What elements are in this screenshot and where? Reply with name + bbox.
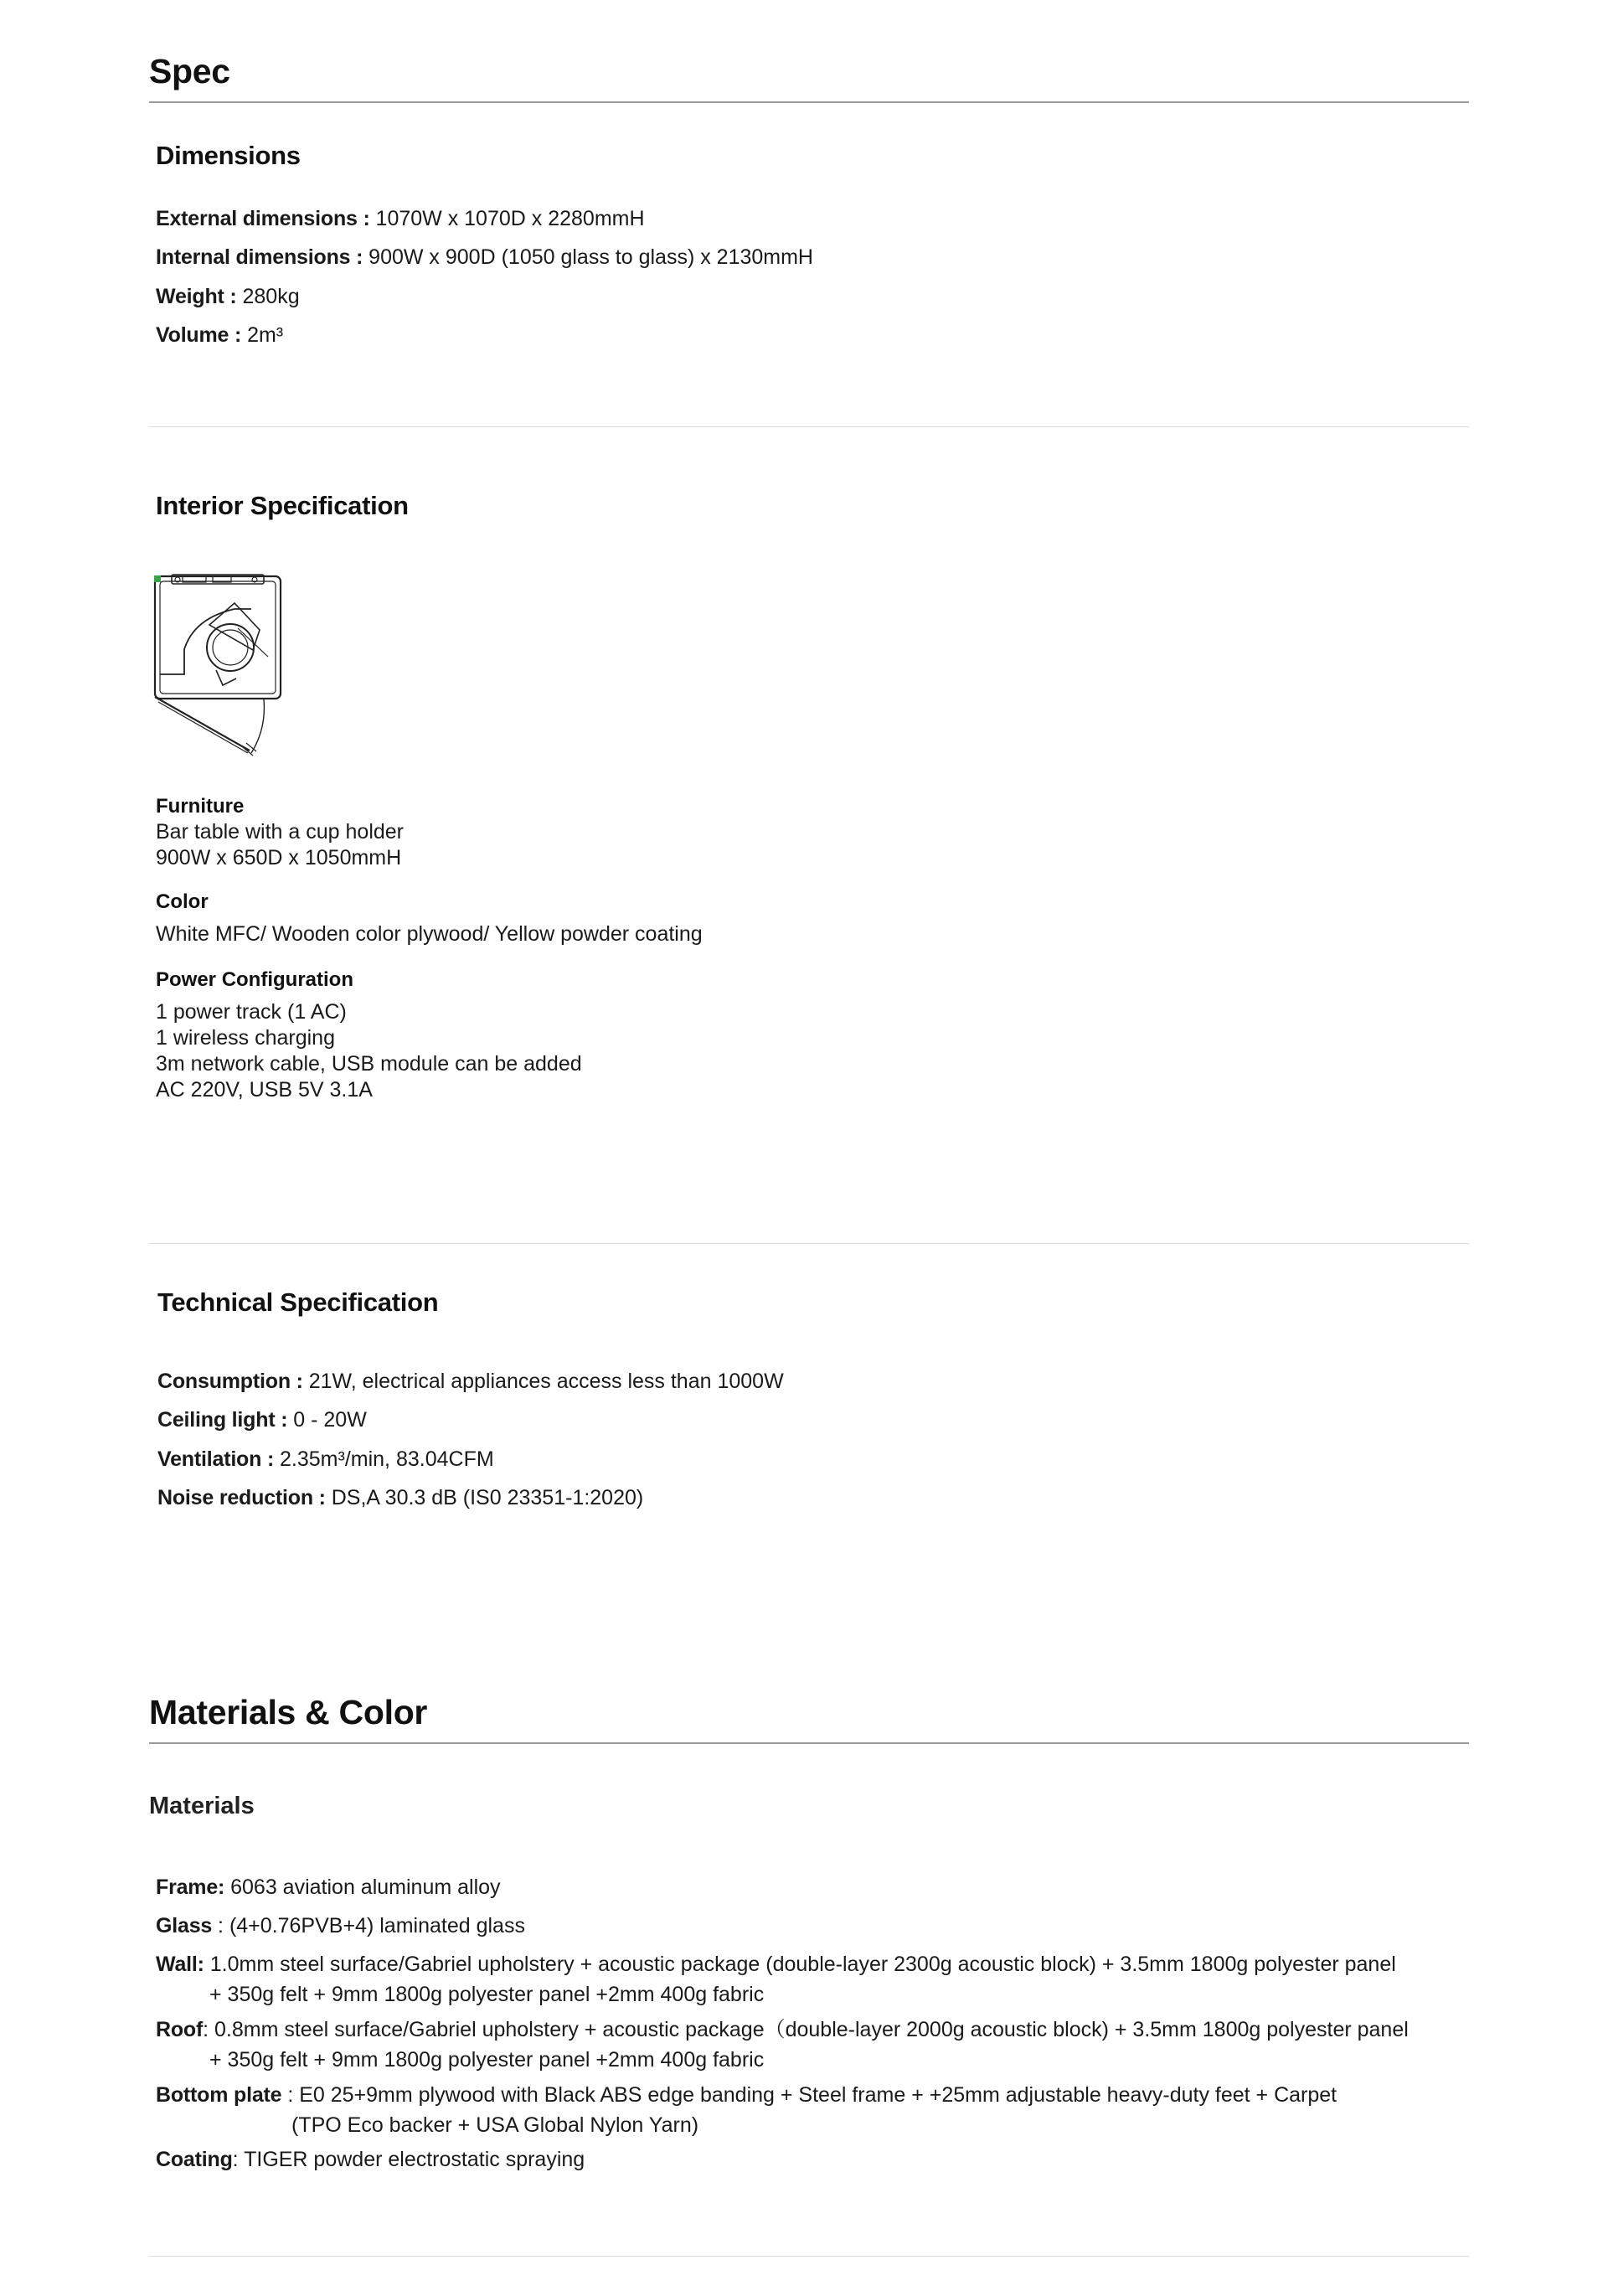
row-value: 1.0mm steel surface/Gabriel upholstery + acoustic package (double-layer 2300g acoustic block) + 3.5mm 1800g polyester panel — [204, 1953, 1396, 1976]
external-dimensions-row — [156, 206, 645, 231]
row-label: Glass — [156, 1914, 213, 1937]
frame-row — [156, 1872, 501, 1902]
row-label: Volume : — [156, 323, 242, 347]
row-value: 900W x 900D (1050 glass to glass) x 2130mmH — [363, 245, 813, 269]
color-label: Color — [156, 890, 209, 913]
materials-title-rule — [149, 1742, 1469, 1744]
row-value: 1070W x 1070D x 2280mmH — [369, 207, 645, 230]
row-label: Weight : — [156, 285, 237, 308]
power-label: Power Configuration — [156, 968, 353, 991]
technical-heading: Technical Specification — [157, 1287, 439, 1317]
row-value: 0 - 20W — [287, 1408, 367, 1432]
section-divider — [149, 2256, 1469, 2257]
row-label: Ceiling light : — [157, 1408, 288, 1432]
wall-row — [156, 1949, 1396, 1979]
materials-color-title: Materials & Color — [149, 1693, 428, 1731]
power-line: 1 wireless charging — [156, 1026, 335, 1050]
glass-row — [156, 1911, 525, 1941]
roof-row — [156, 2015, 1409, 2045]
row-value: : TIGER powder electrostatic spraying — [232, 2148, 585, 2171]
section-divider — [149, 426, 1469, 427]
coating-row — [156, 2144, 585, 2175]
ceiling-light-row — [157, 1407, 367, 1432]
row-value: 280kg — [236, 285, 300, 308]
furniture-line: Bar table with a cup holder — [156, 820, 405, 844]
row-label: Bottom plate — [156, 2083, 282, 2107]
row-label: Roof — [156, 2018, 204, 2041]
bottom-plate-continuation: (TPO Eco backer + USA Global Nylon Yarn) — [291, 2113, 699, 2137]
row-label: Internal dimensions : — [156, 245, 363, 269]
power-line: 3m network cable, USB module can be added — [156, 1052, 582, 1076]
furniture-line: 900W x 650D x 1050mmH — [156, 846, 402, 869]
row-value: : 0.8mm steel surface/Gabriel upholstery + acoustic package（double-layer 2000g acoustic block) + 3.5mm 1800g polyester panel — [203, 2018, 1409, 2041]
row-label: Ventilation : — [157, 1447, 275, 1471]
row-label: Consumption : — [157, 1370, 303, 1393]
ventilation-row — [157, 1447, 494, 1472]
spec-title-rule — [149, 101, 1469, 103]
row-label: Coating — [156, 2148, 233, 2171]
row-label: Wall: — [156, 1953, 204, 1976]
furniture-text — [156, 819, 404, 871]
row-label: External dimensions : — [156, 207, 370, 230]
row-value: 6063 aviation aluminum alloy — [224, 1875, 501, 1899]
row-label: Noise reduction : — [157, 1486, 326, 1509]
weight-row — [156, 284, 300, 309]
materials-heading: Materials — [149, 1793, 255, 1819]
corner-marker — [154, 575, 161, 582]
interior-heading: Interior Specification — [156, 491, 409, 520]
roof-row-continuation: + 350g felt + 9mm 1800g polyester panel +2mm 400g fabric — [209, 2048, 765, 2072]
row-value: DS,A 30.3 dB (IS0 23351-1:2020) — [325, 1486, 644, 1509]
noise-reduction-row — [157, 1485, 643, 1510]
row-value: : (4+0.76PVB+4) laminated glass — [212, 1914, 525, 1937]
row-value: : E0 25+9mm plywood with Black ABS edge banding + Steel frame + +25mm adjustable heavy-duty feet + Carpet — [281, 2083, 1337, 2107]
bottom-plate-row — [156, 2080, 1337, 2110]
volume-row — [156, 322, 283, 348]
spec-title: Spec — [149, 52, 230, 90]
row-label: Frame: — [156, 1875, 225, 1899]
consumption-row — [157, 1369, 784, 1394]
power-line: 1 power track (1 AC) — [156, 1000, 347, 1024]
furniture-label: Furniture — [156, 795, 245, 818]
power-line: AC 220V, USB 5V 3.1A — [156, 1078, 373, 1102]
internal-dimensions-row — [156, 245, 813, 270]
color-value: White MFC/ Wooden color plywood/ Yellow powder coating — [156, 922, 703, 946]
row-value: 21W, electrical appliances access less than 1000W — [302, 1370, 784, 1393]
row-value: 2.35m³/min, 83.04CFM — [274, 1447, 494, 1471]
wall-row-continuation: + 350g felt + 9mm 1800g polyester panel +2mm 400g fabric — [209, 1983, 765, 2006]
power-text — [156, 999, 582, 1103]
dimensions-heading: Dimensions — [156, 141, 301, 170]
section-divider — [149, 1243, 1469, 1244]
row-value: 2m³ — [241, 323, 284, 347]
floor-plan-diagram — [151, 570, 285, 758]
